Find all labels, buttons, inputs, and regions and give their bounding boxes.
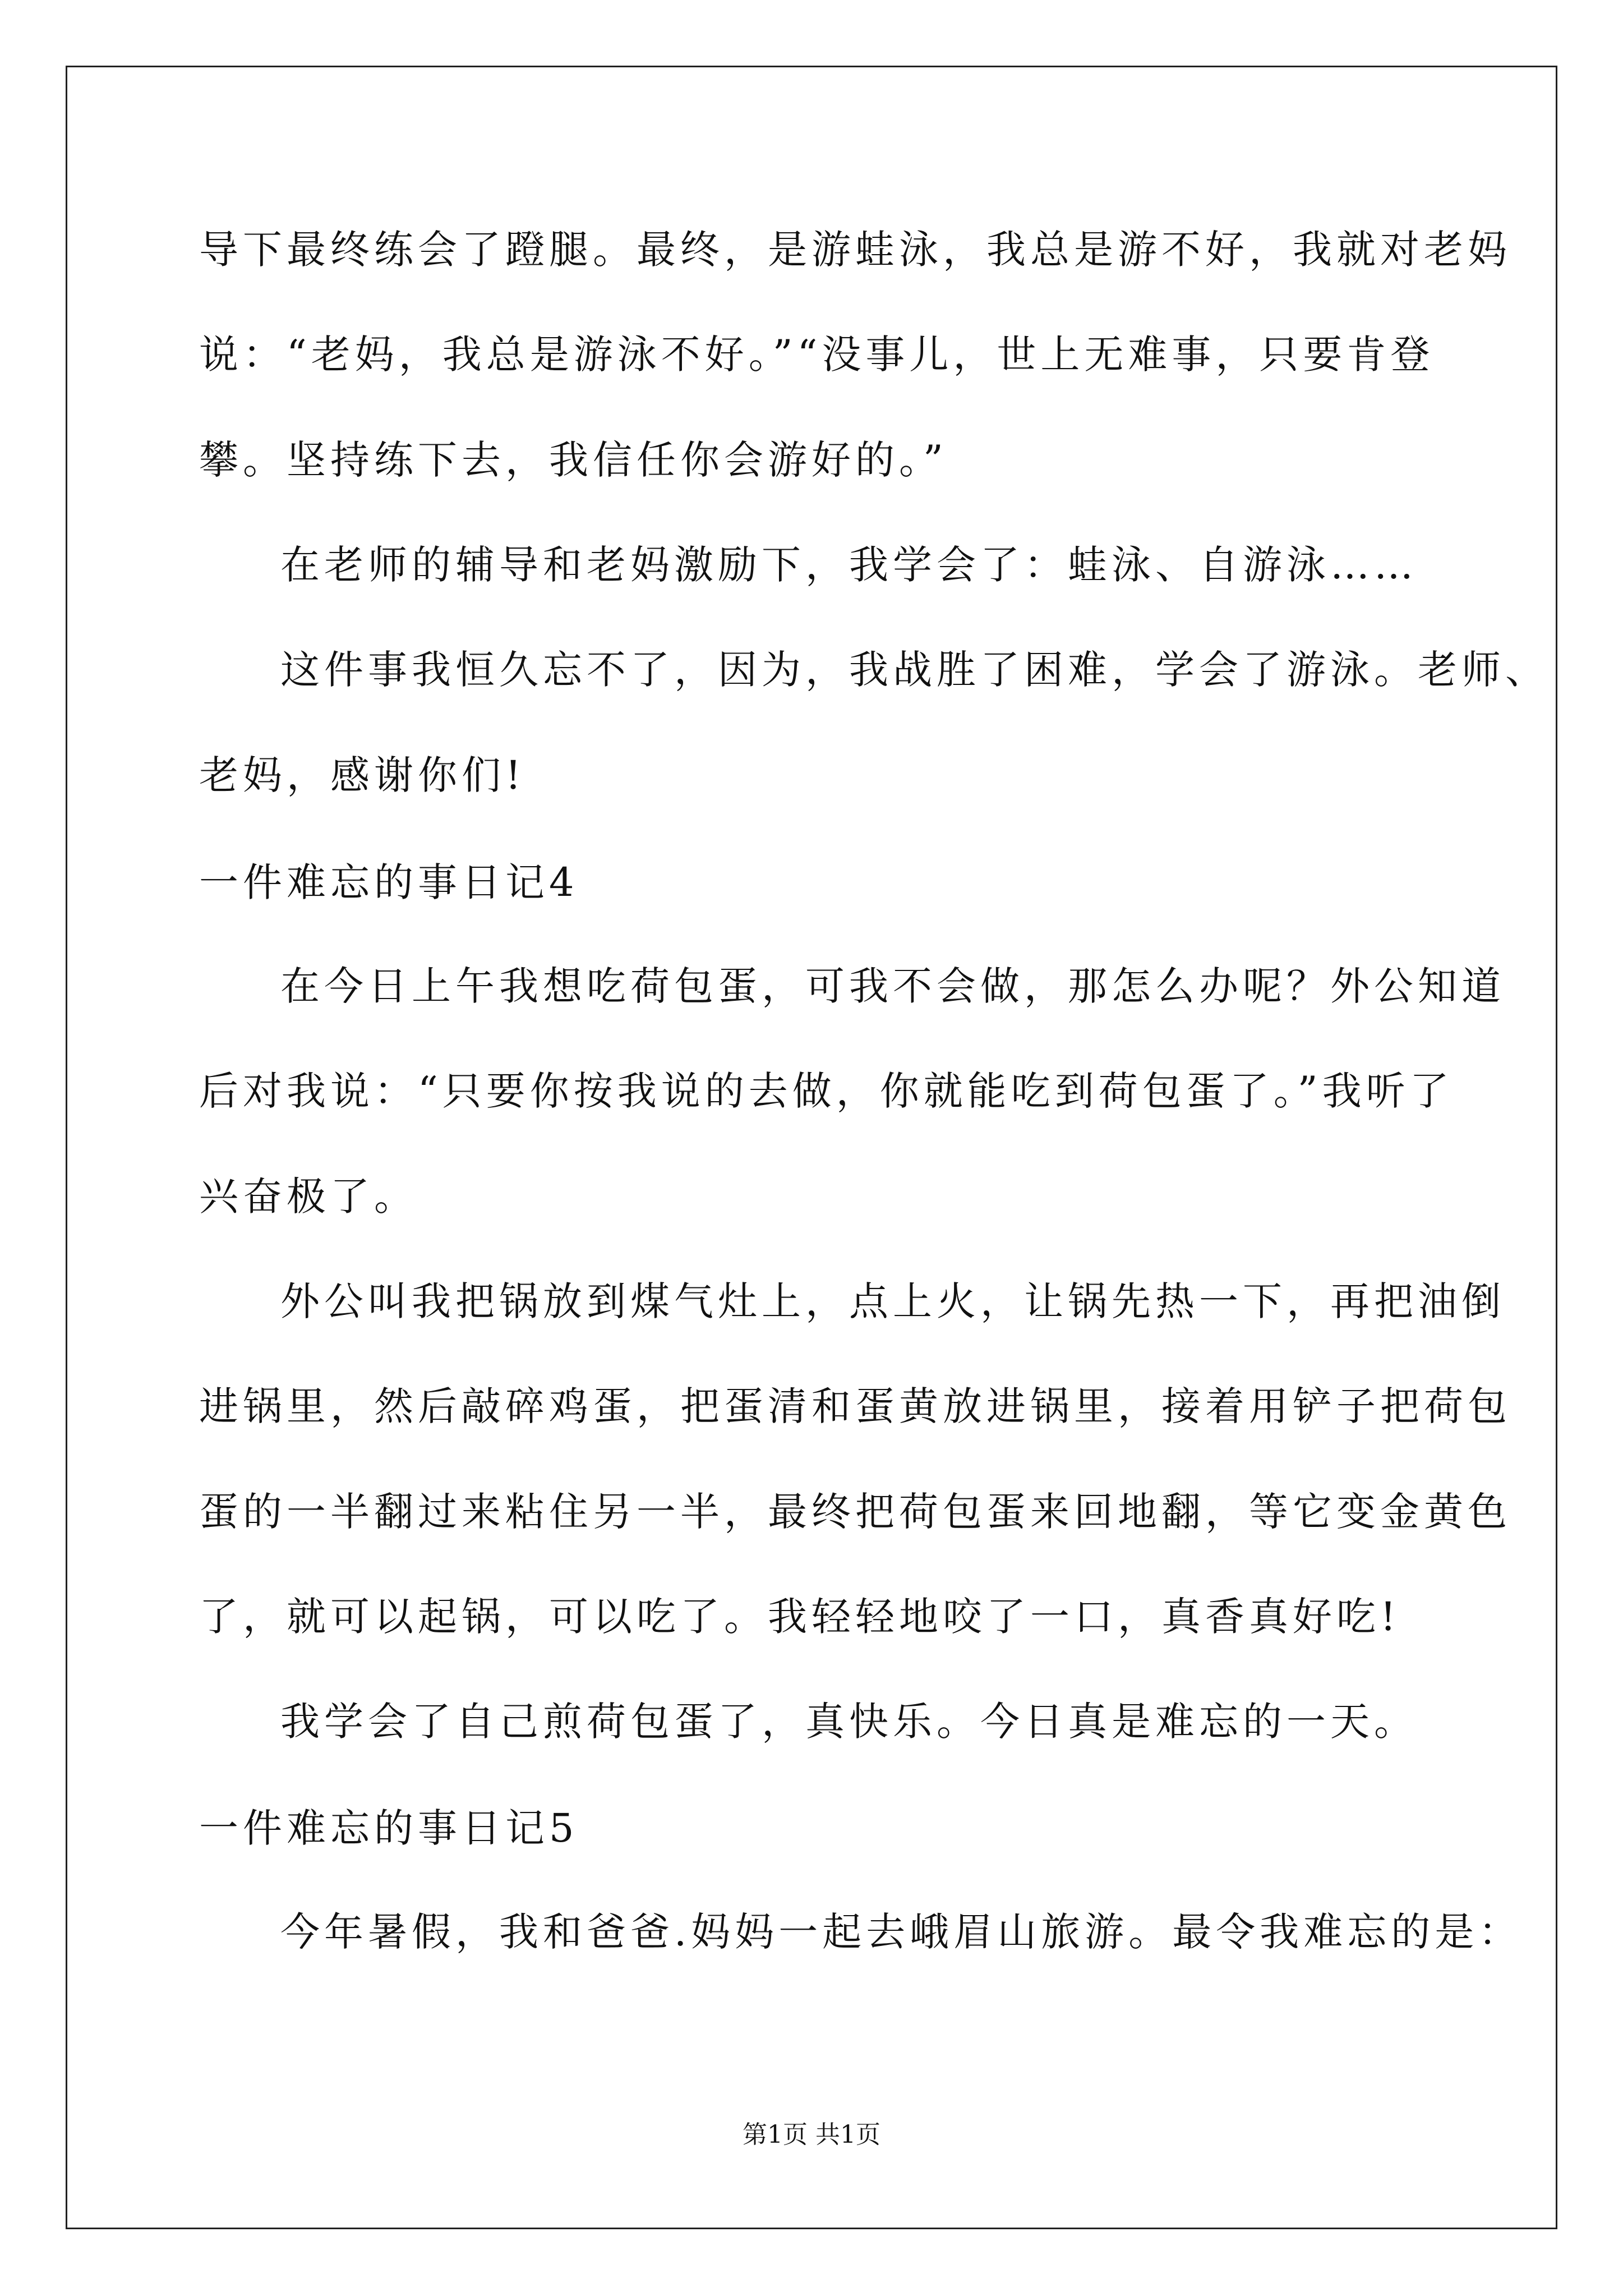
page-border xyxy=(66,66,1557,2229)
text-line: 在老师的辅导和老妈激励下，我学会了：蛙泳、自游泳…… xyxy=(280,542,1418,588)
text-line: 后对我说：“只要你按我说的去做，你就能吃到荷包蛋了。”我听了 xyxy=(199,1068,1454,1114)
text-line: 导下最终练会了蹬腿。最终，是游蛙泳，我总是游不好，我就对老妈 xyxy=(199,227,1511,273)
section-heading: 一件难忘的事日记4 xyxy=(199,859,579,905)
text-line: 说：“老妈，我总是游泳不好。”“没事儿，世上无难事，只要肯登 xyxy=(199,332,1435,378)
text-line: 兴奋极了。 xyxy=(199,1174,418,1220)
text-line: 老妈，感谢你们! xyxy=(199,752,526,798)
text-line: 进锅里，然后敲碎鸡蛋，把蛋清和蛋黄放进锅里，接着用铲子把荷包 xyxy=(199,1383,1511,1429)
text-line: 今年暑假，我和爸爸.妈妈一起去峨眉山旅游。最令我难忘的是： xyxy=(280,1909,1523,1955)
text-line: 我学会了自己煎荷包蛋了，真快乐。今日真是难忘的一天。 xyxy=(280,1699,1418,1745)
text-line: 这件事我恒久忘不了，因为，我战胜了困难，学会了游泳。老师、 xyxy=(280,647,1549,693)
text-line: 了，就可以起锅，可以吃了。我轻轻地咬了一口，真香真好吃! xyxy=(199,1594,1401,1640)
text-line: 蛋的一半翻过来粘住另一半，最终把荷包蛋来回地翻，等它变金黄色 xyxy=(199,1489,1511,1535)
page-footer: 第1页 共1页 xyxy=(743,2120,880,2149)
text-line: 攀。坚持练下去，我信任你会游好的。” xyxy=(199,437,948,483)
text-line: 外公叫我把锅放到煤气灶上，点上火，让锅先热一下，再把油倒 xyxy=(280,1278,1505,1324)
text-line: 在今日上午我想吃荷包蛋，可我不会做，那怎么办呢？外公知道 xyxy=(280,963,1505,1009)
section-heading: 一件难忘的事日记5 xyxy=(199,1805,579,1851)
